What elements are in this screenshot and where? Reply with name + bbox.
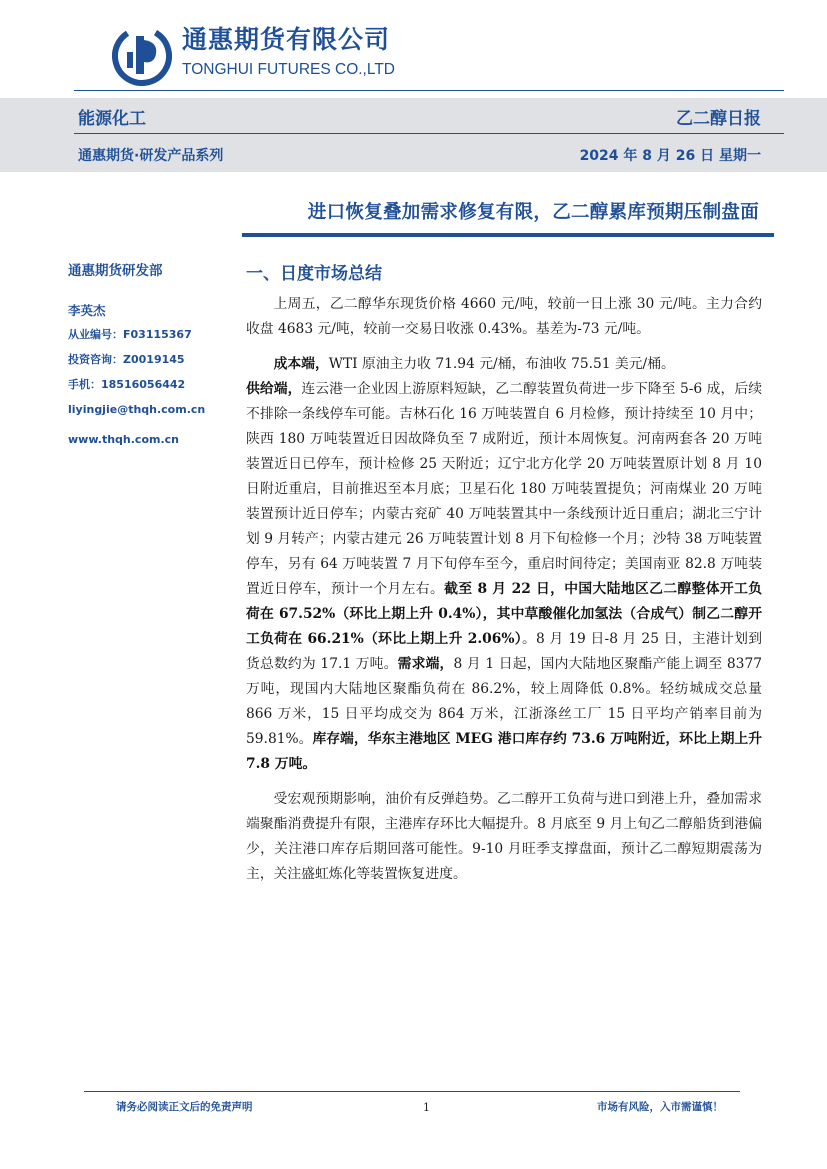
footer-divider: [84, 1091, 740, 1092]
sidebar: [68, 262, 218, 463]
brand-name-en: TONGHUI FUTURES CO.,LTD: [182, 61, 395, 78]
report-series: 通惠期货·研发产品系列: [78, 148, 224, 164]
band-row-top: [78, 104, 761, 130]
band-divider: [74, 133, 784, 134]
sidebar-analyst: 李英杰: [68, 303, 106, 318]
sidebar-email[interactable]: liyingjie@thqh.com.cn: [68, 403, 206, 416]
report-type: 乙二醇日报: [676, 109, 761, 129]
company-logo-icon: [112, 26, 172, 86]
sidebar-consult: 投资咨询：Z0019145: [68, 353, 185, 366]
report-date: 2024 年 8 月 26 日 星期一: [579, 148, 761, 164]
header-divider: [74, 90, 784, 91]
report-body: [246, 292, 762, 887]
page-number: 1: [423, 1101, 430, 1114]
paragraph-fundamentals: 成本端，WTI 原油主力收 71.94 元/桶，布油收 75.51 美元/桶。 供给端，连云港一企业因上游原料短缺，乙二醇装置负荷进一步下降至 5-6 成，后续不排除一条线停车可能。吉林石化 16 万吨装置自 6 月检修，预计持续至 10 月中；陕西 180 万吨装置近日因故降负至 7 成附近，预计本周恢复。河南两套各 20 万吨装置近日已停车，预计检修 25 天附近；辽宁北方化学 20 万吨装置原计划 8 月 10 日附近重启，目前推迟至本月底；卫星石化 180 万吨装置提负；河南煤业 20 万吨装置预计近日停车；内蒙古兖矿 40 万吨装置其中一条线预计近日重启；湖北三宁计划 9 月转产；内蒙古建元 26 万吨装置计划 8 月下旬检修一个月；沙特 38 万吨装置停车，另有 64 万吨装置 7 月下旬停车至今，重启时间待定；美国南亚 82.8 万吨装置近日停车，预计一个月左右。截至 8 月 22 日，中国大陆地区乙二醇整体开工负荷在 67.52%（环比上期上升 0.4%），其中草酸催化加氢法（合成气）制乙二醇开工负荷在 66.21%（环比上期上升 2.06%）。8 月 19 日-8 月 25 日，主港计划到货总数约为 17.1 万吨。需求端，8 月 1 日起，国内大陆地区聚酯产能上调至 8377 万吨，现国内大陆地区聚酯负荷在 86.2%，较上周降低 0.8%。轻纺城成交总量 866 万米，15 日平均成交为 864 万米，江浙涤丝工厂 15 日平均产销率目前为 59.81%。库存端，华东主港地区 MEG 港口库存约 73.6 万吨附近，环比上期上升 7.8 万吨。: [246, 356, 763, 772]
report-category: 能源化工: [78, 109, 146, 129]
report-headline: 进口恢复叠加需求修复有限，乙二醇累库预期压制盘面: [307, 202, 759, 223]
sidebar-license: 从业编号：F03115367: [68, 328, 192, 341]
sidebar-website[interactable]: www.thqh.com.cn: [68, 433, 180, 446]
brand-name-cn: 通惠期货有限公司: [182, 25, 391, 54]
sidebar-phone: 手机：18516056442: [68, 378, 186, 391]
paragraph-price: 上周五，乙二醇华东现货价格 4660 元/吨，较前一日上涨 30 元/吨。主力合约收盘 4683 元/吨，较前一交易日收涨 0.43%。基差为-73 元/吨。: [246, 296, 762, 337]
footer-disclaimer: 请务必阅读正文后的免责声明: [116, 1101, 253, 1113]
section-title: 一、日度市场总结: [246, 264, 382, 284]
headline-underline: [242, 233, 774, 237]
sidebar-department: 通惠期货研发部: [68, 263, 163, 279]
band-row-bottom: [78, 145, 761, 167]
paragraph-outlook: 受宏观预期影响，油价有反弹趋势。乙二醇开工负荷与进口到港上升，叠加需求端聚酯消费提升有限，主港库存环比大幅提升。8 月底至 9 月上旬乙二醇船货到港偏少，关注港口库存后期回落可能性。9-10 月旺季支撑盘面，预计乙二醇短期震荡为主，关注盛虹炼化等装置恢复进度。: [246, 791, 762, 882]
footer-risk-warning: 市场有风险，入市需谨慎！: [597, 1101, 723, 1113]
